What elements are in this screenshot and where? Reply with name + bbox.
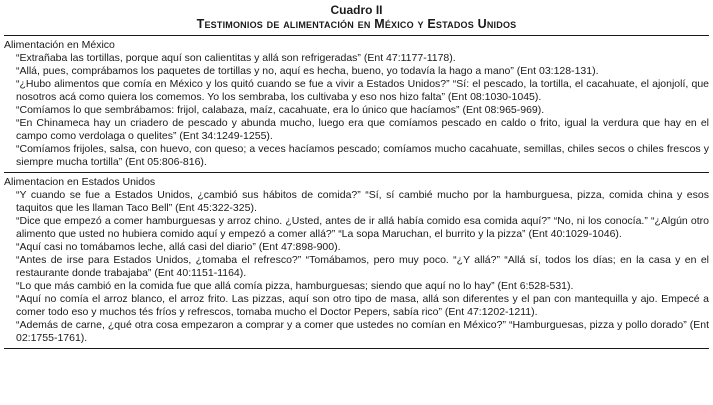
testimony: “Dice que empezó a comer hamburguesas y arroz chino. ¿Usted, antes de ir allá había comido esa comida aquí?” “No, ni los conocía.” “¿Algún otro alimento que usted no hubiera comido aquí y empezó a comer allá?” “La sopa Maruchan, el burrito y la pizza” (Ent 40:1029-1046).: [16, 215, 709, 240]
testimony-list: [4, 189, 709, 345]
table-title: Testimonios de alimentación en México y Estados Unidos: [196, 17, 517, 31]
testimony: “Lo que más cambió en la comida fue que allá comía pizza, hamburguesas; siendo que aquí no lo hay” (Ent 6:528-531).: [16, 280, 574, 292]
section-title: Alimentacion en Estados Unidos: [4, 176, 156, 188]
testimony: “Además de carne, ¿qué otra cosa empezaron a comprar y a comer que ustedes no comían en México?” “Hamburguesas, pizza y pollo dorado” (Ent 02:1755-1761).: [16, 319, 709, 344]
testimony: “Aquí no comía el arroz blanco, el arroz frito. Las pizzas, aquí son otro tipo de masa, allá son diferentes y el pan con mantequilla y ajo. Empecé a comer todo eso y muchos tés fríos y refrescos, tomaba mucho el Doctor Pepers, sabía rico” (Ent 47:1202-1211).: [16, 293, 709, 318]
section-title: Alimentación en México: [4, 39, 115, 51]
testimony: “Comíamos lo que sembrábamos: frijol, calabaza, maíz, cacahuate, era lo único que hacíamos” (Ent 08:965-969).: [16, 104, 545, 116]
section-usa: [4, 173, 709, 348]
testimony: “Aquí casi no tomábamos leche, allá casi del diario” (Ent 47:898-900).: [16, 241, 341, 253]
bottom-rule: [4, 348, 709, 349]
testimony: “Extrañaba las tortillas, porque aquí son calientitas y allá son refrigeradas” (Ent 47:1177-1178).: [16, 52, 456, 64]
testimony: “Y cuando se fue a Estados Unidos, ¿cambió sus hábitos de comida?” “Sí, sí cambié mucho por la hamburguesa, pizza, comida china y esos taquitos que les llaman Taco Bell” (Ent 45:322-325).: [16, 189, 709, 214]
testimony: “Comíamos frijoles, salsa, con huevo, con queso; a veces hacíamos pescado; comíamos mucho cacahuate, semillas, chiles secos o chiles frescos y siempre mucha tortilla” (Ent 05:806-816).: [16, 143, 709, 168]
testimony: “Antes de irse para Estados Unidos, ¿tomaba el refresco?” “Tomábamos, pero muy poco. “¿Y allá?” “Allá sí, todos los días; en la casa y en el restaurante donde trabajaba” (Ent 40:1151-1164).: [16, 254, 709, 279]
testimony: “En Chinameca hay un criadero de pescado y abunda mucho, luego era que comíamos pescado en caldo o frito, igual la verdura que hay en el campo como verdolaga o quelites” (Ent 34:1249-1255).: [16, 117, 709, 142]
section-mexico: [4, 36, 709, 172]
testimony: “Allá, pues, comprábamos los paquetes de tortillas y no, aquí es hecha, bueno, yo todavía la hago a mano” (Ent 03:128-131).: [16, 65, 599, 77]
testimony: “¿Hubo alimentos que comía en México y los quitó cuando se fue a vivir a Estados Unidos?” “Sí: el pescado, la tortilla, el cacahuate, el ajonjolí, que nosotros acá como quiera los comemos. Yo los sembraba, los cultivaba y eso nos hizo falta” (Ent 08:1030-1045).: [16, 78, 709, 103]
table-label: Cuadro II: [330, 3, 383, 17]
testimony-list: [4, 52, 709, 169]
